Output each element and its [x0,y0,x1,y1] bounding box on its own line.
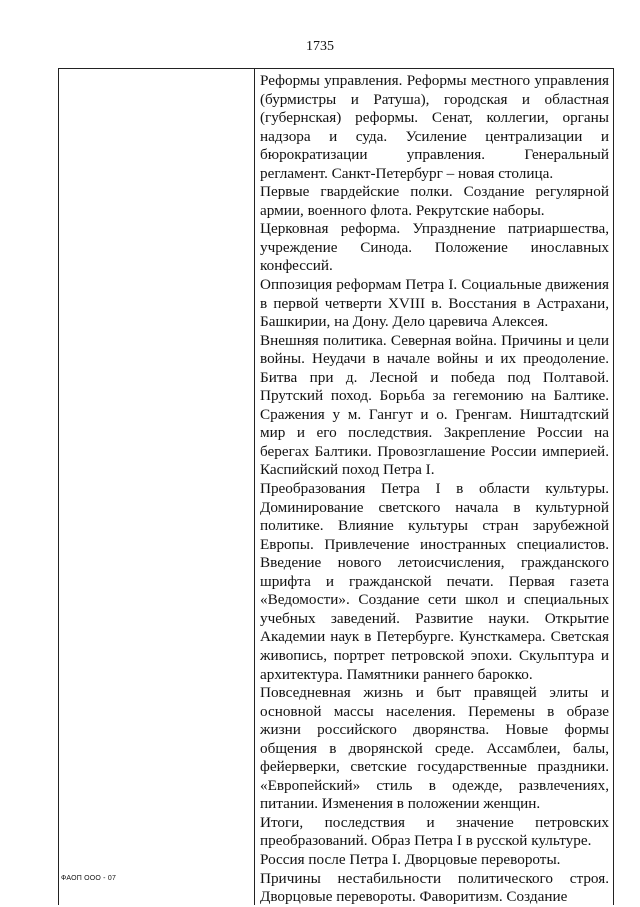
paragraph-foreign-policy: Внешняя политика. Северная война. Причины и цели войны. Неудачи в начале войны и их преодоление. Битва при д. Лесной и победа под Полтавой. Прутский поход. Борьба за гегемонию на Балтике. Сражения у м. Гангут и о. Гренгам. Ништадтский мир и его последствия. Закрепление России на берегах Балтики. Провозглашение России империей. Каспийский поход Петра I. [260,331,609,479]
page-number: 1735 [306,39,334,54]
document-code-footer: ФАОП ООО - 07 [61,875,117,882]
paragraph-church-reform: Церковная реформа. Упразднение патриаршества, учреждение Синода. Положение инославных конфессий. [260,220,609,275]
paragraph-governance-reforms: Реформы управления. Реформы местного управления (бурмистры и Ратуша), городская и областная (губернская) реформы. Сенат, коллегии, органы надзора и суда. Усиление централизации и бюрократизации управления. Генеральный регламент. Санкт-Петербург – новая столица. [260,72,609,182]
table-right-column [255,69,613,905]
paragraph-everyday-life: Повседневная жизнь и быт правящей элиты и основной массы населения. Перемены в образе жизни российского дворянства. Новые формы общения в дворянской среде. Ассамблеи, балы, фейерверки, светские государственные праздники. «Европейский» стиль в одежде, развлечениях, питании. Изменения в положении женщин. [260,684,609,813]
paragraph-palace-coups: Россия после Петра I. Дворцовые перевороты. [260,850,561,868]
table-left-column [59,69,255,905]
paragraph-culture-reforms: Преобразования Петра I в области культуры. Доминирование светского начала в культурной политике. Влияние культуры стран зарубежной Европы. Привлечение иностранных специалистов. Введение нового летоисчисления, гражданского шрифта и гражданской печати. Первая газета «Ведомости». Создание сети школ и специальных учебных заведений. Развитие науки. Открытие Академии наук в Петербурге. Кунсткамера. Светская живопись, портрет петровской эпохи. Скульптура и архитектура. Памятники раннего барокко. [260,480,609,683]
paragraph-instability: Причины нестабильности политического строя. Дворцовые перевороты. Фаворитизм. Создание [260,869,609,906]
paragraph-results: Итоги, последствия и значение петровских преобразований. Образ Петра I в русской культуре. [260,813,609,850]
paragraph-army-fleet: Первые гвардейские полки. Создание регулярной армии, военного флота. Рекрутские наборы. [260,183,609,219]
content-table [58,68,614,905]
paragraph-opposition: Оппозиция реформам Петра I. Социальные движения в первой четверти XVIII в. Восстания в Астрахани, Башкирии, на Дону. Дело царевича Алексея. [260,276,609,331]
